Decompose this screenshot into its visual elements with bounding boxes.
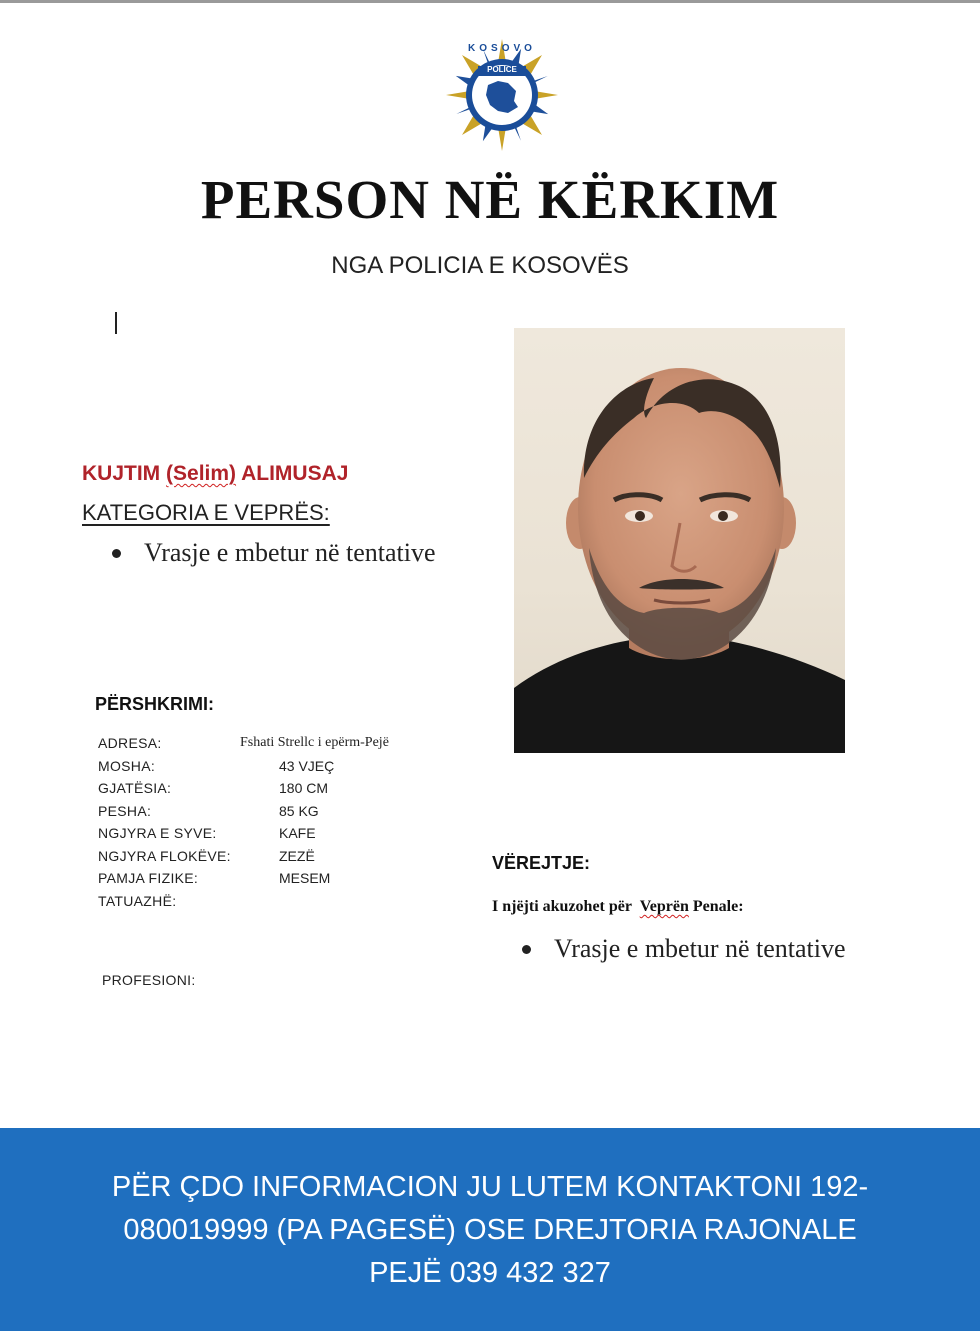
suspect-photo	[514, 328, 845, 753]
row-value-hair-color: ZEZË	[279, 848, 315, 864]
contact-line-1: PËR ÇDO INFORMACION JU LUTEM KONTAKTONI 192-	[111, 1171, 869, 1203]
contact-line-3: PEJË 039 432 327	[369, 1257, 611, 1289]
name-first: KUJTIM	[82, 462, 161, 485]
row-label-hair-color: NGJYRA FLOKËVE:	[98, 848, 231, 864]
top-border	[0, 0, 980, 3]
notes-crime-text: Vrasje e mbetur në tentative	[554, 934, 846, 963]
accused-emph: Veprën	[639, 898, 689, 915]
name-father: (Selim)	[166, 462, 237, 485]
row-value-weight: 85 KG	[279, 803, 319, 819]
contact-line-2: 080019999 (PA PAGESË) OSE DREJTORIA RAJONALE	[123, 1214, 857, 1246]
row-value-physique: MESEM	[279, 870, 331, 886]
description-label: PËRSHKRIMI:	[95, 694, 215, 714]
row-label-weight: PESHA:	[98, 803, 152, 819]
row-label-eye-color: NGJYRA E SYVE:	[98, 825, 217, 841]
contact-text	[110, 1166, 870, 1295]
notes-label: VËREJTJE:	[492, 853, 591, 873]
accused-suffix: Penale:	[692, 898, 744, 915]
name-last: ALIMUSAJ	[241, 462, 349, 485]
accused-prefix: I njëjti akuzohet për	[492, 898, 632, 915]
logo-band-text: POLICE	[487, 65, 517, 74]
notes-crime-list-item	[522, 931, 852, 967]
row-label-age: MOSHA:	[98, 758, 156, 774]
text-cursor	[115, 312, 117, 334]
crime-list-item	[112, 535, 442, 571]
logo-ring-text: KOSOVO	[468, 43, 536, 54]
row-label-physique: PAMJA FIZIKE:	[98, 870, 199, 886]
row-label-profession: PROFESIONI:	[102, 972, 196, 988]
category-label: KATEGORIA E VEPRËS:	[82, 500, 330, 525]
row-value-eye-color: KAFE	[279, 825, 316, 841]
page-subtitle: NGA POLICIA E KOSOVËS	[331, 252, 629, 279]
suspect-name	[82, 462, 348, 486]
bullet-icon	[112, 549, 121, 558]
accused-text	[492, 898, 744, 916]
row-value-address: Fshati Strellc i epërm-Pejë	[240, 735, 389, 750]
row-value-height: 180 CM	[279, 780, 329, 796]
row-label-tattoos: TATUAZHË:	[98, 893, 177, 909]
row-value-age: 43 VJEÇ	[279, 758, 335, 774]
bullet-icon	[522, 945, 531, 954]
row-label-height: GJATËSIA:	[98, 780, 172, 796]
kosovo-police-badge-icon	[443, 36, 561, 154]
page-title: PERSON NË KËRKIM	[200, 169, 780, 230]
row-label-address: ADRESA:	[98, 735, 162, 751]
crime-text: Vrasje e mbetur në tentative	[144, 538, 436, 567]
contact-banner	[0, 1128, 980, 1331]
